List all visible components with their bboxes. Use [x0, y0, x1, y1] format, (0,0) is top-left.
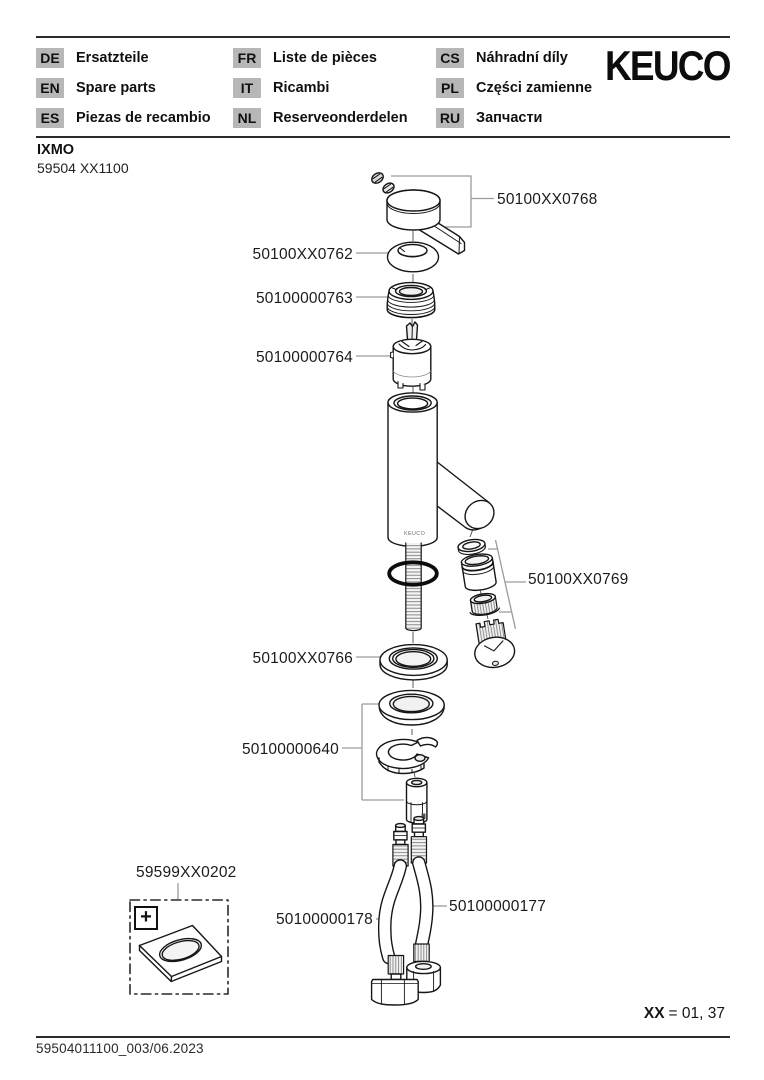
part-label-50100000177: 50100000177 — [449, 898, 547, 915]
part-label-50100000764: 50100000764 — [255, 349, 353, 366]
part-threaded-rod — [406, 543, 421, 631]
part-label-50100000763: 50100000763 — [255, 290, 353, 307]
lang-badge-it: IT — [233, 78, 261, 98]
set-screws — [370, 171, 396, 195]
variant-code: XX — [643, 1005, 665, 1022]
variant-note — [644, 1005, 725, 1023]
body-brand-text: KEUCO — [404, 531, 426, 537]
part-cartridge — [391, 322, 431, 390]
lang-label-it: Ricambi — [273, 80, 330, 96]
part-label-50100XX0769: 50100XX0769 — [528, 571, 629, 588]
lang-badge-de: DE — [36, 48, 64, 68]
product-name: IXMO — [37, 142, 75, 158]
variant-values: = 01, 37 — [668, 1005, 725, 1022]
lang-label-es: Piezas de recambio — [76, 110, 211, 126]
part-threaded-ring — [387, 283, 435, 318]
lang-label-en: Spare parts — [76, 80, 156, 96]
lang-badge-en: EN — [36, 78, 64, 98]
lang-badge-es: ES — [36, 108, 64, 128]
lang-label-pl: Części zamienne — [476, 80, 593, 96]
part-washer-ring — [380, 645, 447, 680]
lang-badge-ru: RU — [436, 108, 464, 128]
lang-label-fr: Liste de pièces — [273, 50, 377, 66]
aerator-insert — [468, 592, 501, 617]
part-faucet-body — [388, 393, 500, 546]
lang-badge-fr: FR — [233, 48, 261, 68]
aerator-service-key — [470, 618, 517, 671]
part-label-59599XX0202: 59599XX0202 — [136, 864, 237, 881]
leader-0640 — [342, 704, 404, 800]
part-label-50100XX0768: 50100XX0768 — [497, 191, 598, 208]
aerator-sleeve — [461, 552, 497, 592]
part-label-50100000640: 50100000640 — [241, 741, 339, 758]
document-id: 59504011100_003/06.2023 — [36, 1041, 204, 1056]
part-aerator-set — [457, 538, 517, 671]
part-label-50100000178: 50100000178 — [275, 911, 373, 928]
lang-badge-cs: CS — [436, 48, 464, 68]
accessory-mounting-plate — [140, 926, 222, 982]
part-cone-washer — [379, 690, 444, 725]
lang-label-de: Ersatzteile — [76, 50, 149, 66]
part-hose-right — [407, 817, 441, 993]
product-number: 59504 XX1100 — [37, 160, 129, 176]
plus-icon: + — [134, 906, 158, 930]
part-label-50100XX0762: 50100XX0762 — [252, 246, 353, 263]
lang-label-nl: Reserveonderdelen — [273, 110, 408, 126]
keuco-logo: KEUCO — [605, 42, 730, 89]
part-label-50100XX0766: 50100XX0766 — [252, 650, 353, 667]
lang-label-ru: Запчасти — [476, 110, 543, 126]
part-clamp-ring — [377, 738, 438, 774]
lang-label-cs: Náhradní díly — [476, 50, 568, 66]
lang-badge-pl: PL — [436, 78, 464, 98]
part-escutcheon-ring — [388, 242, 439, 272]
lang-badge-nl: NL — [233, 108, 261, 128]
